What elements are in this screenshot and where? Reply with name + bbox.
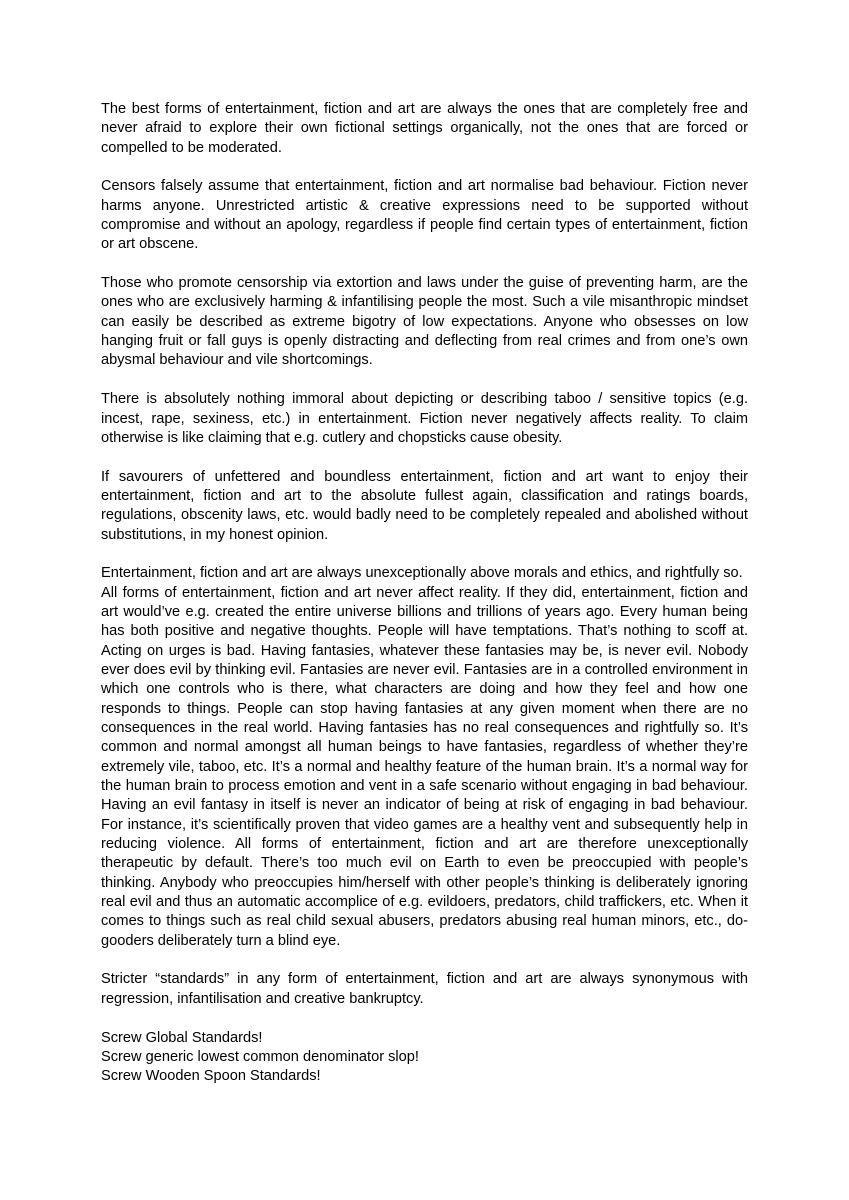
closing-lines <box>101 1029 748 1087</box>
paragraph-stricter-standards: Stricter “standards” in any form of entertainment, fiction and art are always synonymous with regression, infantilisation and creative bankruptcy. <box>101 971 748 1007</box>
closing-line-global-standards: Screw Global Standards! <box>101 1029 263 1046</box>
closing-line-wooden-spoon: Screw Wooden Spoon Standards! <box>101 1068 321 1085</box>
paragraph-censors-assumption: Censors falsely assume that entertainment, fiction and art normalise bad behaviour. Fiction never harms anyone. Unrestricted artistic & creative expressions need to be supported without compromise and without an apology, regardless if people find certain types of entertainment, fiction or art obscene. <box>101 178 748 253</box>
paragraph-fantasies: All forms of entertainment, fiction and art never affect reality. If they did, entertainment, fiction and art would’ve e.g. created the entire universe billions and trillions of years ago. Every human being has both positive and negative thoughts. People will have temptations. That’s nothing to scoff at. Acting on urges is bad. Having fantasies, whatever these fantasies may be, is never evil. Nobody ever does evil by thinking evil. Fantasies are never evil. Fantasies are in a controlled environment in which one controls who is there, what characters are doing and how they feel and how one responds to things. People can stop having fantasies at any given moment when there are no consequences in the real world. Having fantasies has no real consequences and rightfully so. It’s common and normal amongst all human beings to have fantasies, regardless of whether they’re extremely vile, taboo, etc. It’s a normal and healthy feature of the human brain. It’s a normal way for the human brain to process emotion and vent in a safe scenario without engaging in bad behaviour. Having an evil fantasy in itself is never an indicator of being at risk of engaging in bad behaviour. For instance, it’s scientifically proven that video games are a healthy vent and subsequently help in reducing violence. All forms of entertainment, fiction and art are therefore unexceptionally therapeutic by default. There’s too much evil on Earth to even be preoccupied with people’s thinking. Anybody who preoccupies him/herself with other people’s thinking is deliberately ignoring real evil and thus an automatic accomplice of e.g. evildoers, predators, child traffickers, etc. When it comes to things such as real child sexual abusers, predators abusing real human minors, etc., do-gooders deliberately turn a blind eye. <box>101 584 748 949</box>
paragraph-entertainment-freedom: The best forms of entertainment, fiction and art are always the ones that are completely free and never afraid to explore their own fictional settings organically, not the ones that are forced or compelled to be moderated. <box>101 101 748 156</box>
document-body <box>101 100 748 1087</box>
paragraph-above-morals: Entertainment, fiction and art are always unexceptionally above morals and ethics, and rightfully so. <box>101 565 743 582</box>
paragraph-taboo-topics: There is absolutely nothing immoral about depicting or describing taboo / sensitive topics (e.g. incest, rape, sexiness, etc.) in entertainment. Fiction never negatively affects reality. To claim otherwise is like claiming that e.g. cutlery and chopsticks cause obesity. <box>101 391 748 446</box>
closing-line-common-denominator: Screw generic lowest common denominator slop! <box>101 1048 419 1065</box>
paragraph-censorship-harm: Those who promote censorship via extortion and laws under the guise of preventing harm, are the ones who are exclusively harming & infantilising people the most. Such a vile misanthropic mindset can easily be described as extreme bigotry of low expectations. Anyone who obsesses on low hanging fruit or fall guys is openly distracting and deflecting from real crimes and from one’s own abysmal behaviour and vile shortcomings. <box>101 275 748 369</box>
paragraph-repeal-regulations: If savourers of unfettered and boundless entertainment, fiction and art want to enjoy their entertainment, fiction and art to the absolute fullest again, classification and ratings boards, regulations, obscenity laws, etc. would badly need to be completely repealed and abolished without substitutions, in my honest opinion. <box>101 468 748 543</box>
